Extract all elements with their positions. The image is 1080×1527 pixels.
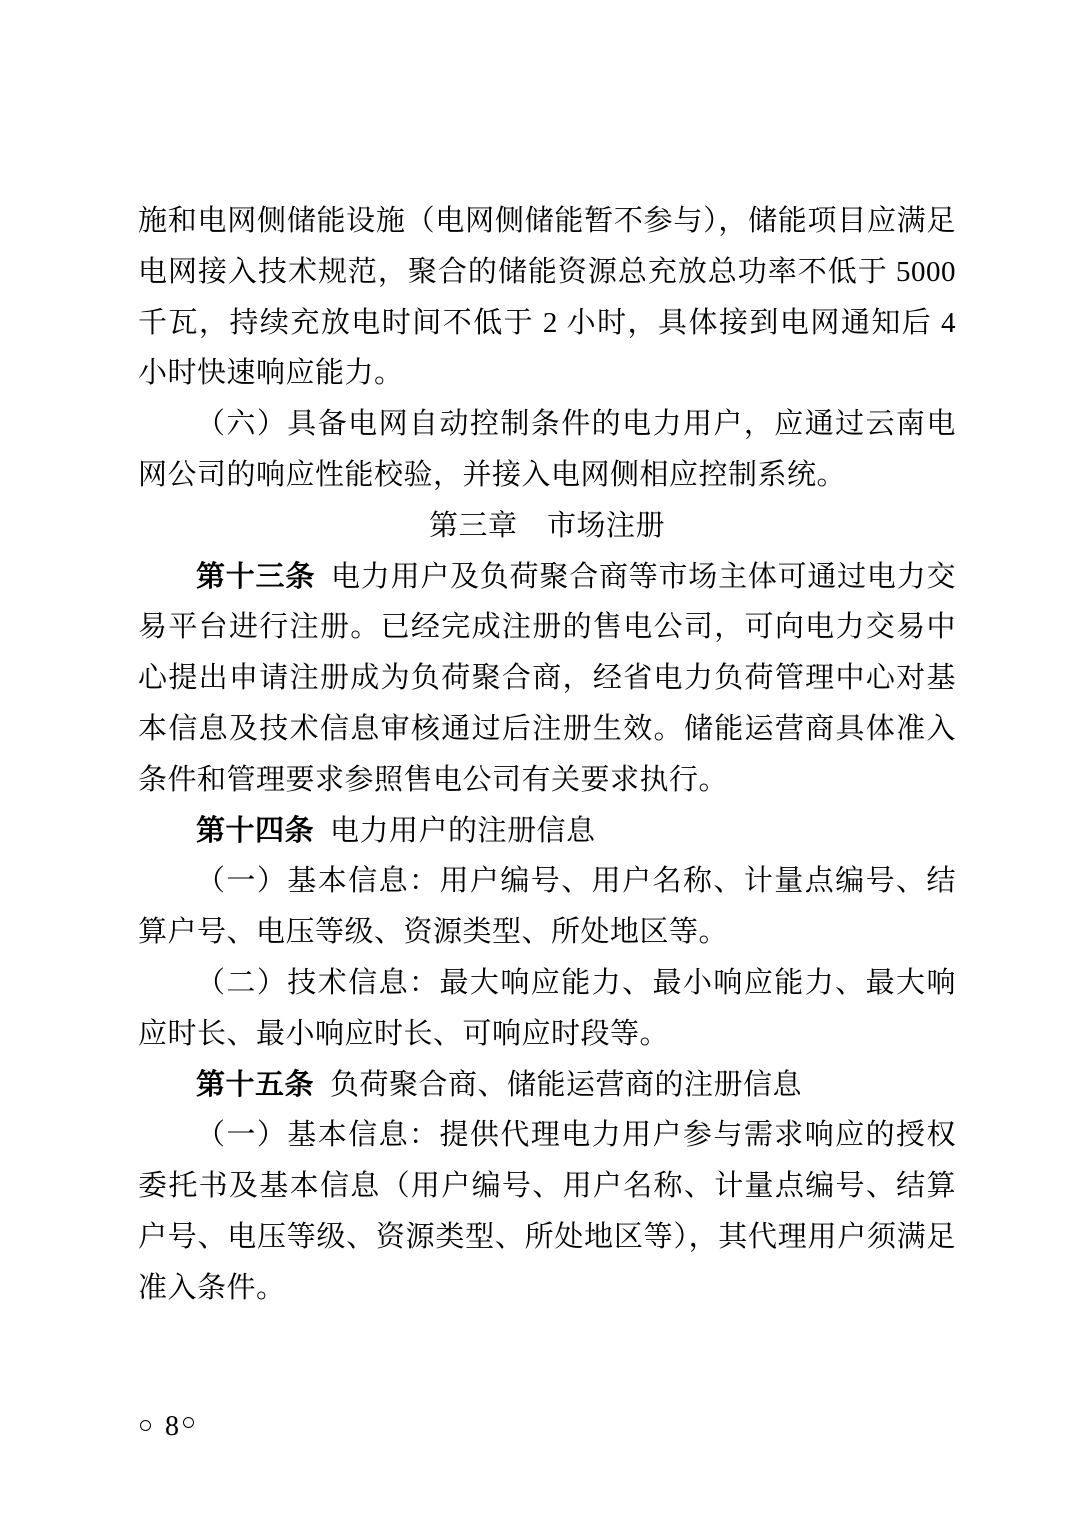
page-number: 8 — [165, 1411, 179, 1442]
article-13-text: 电力用户及负荷聚合商等市场主体可通过电力交易平台进行注册。已经完成注册的售电公司，可向电力交易中心提出申请注册成为负荷聚合商，经省电力负荷管理中心对基本信息及技术信息审核通过后注册生效。储能运营商具体准入条件和管理要求参照售电公司有关要求执行。 — [138, 560, 956, 796]
paragraph-item-six: （六）具备电网自动控制条件的电力用户，应通过云南电网公司的响应性能校验，并接入电网侧相应控制系统。 — [138, 408, 956, 491]
circle-ornament-right-icon — [183, 1417, 194, 1428]
paragraph-article-13 — [138, 552, 956, 806]
paragraph-article-15 — [138, 1060, 956, 1111]
article-14-number: 第十四条 — [196, 814, 315, 847]
circle-ornament-left-icon — [140, 1420, 151, 1431]
article-15-number: 第十五条 — [196, 1068, 315, 1101]
paragraph-article-14-item-one: （一）基本信息：用户编号、用户名称、计量点编号、结算户号、电压等级、资源类型、所处地区等。 — [138, 865, 956, 949]
article-13-number: 第十三条 — [196, 560, 316, 593]
paragraph-article-14 — [138, 806, 956, 857]
paragraph-storage-requirements: 施和电网侧储能设施（电网侧储能暂不参与），储能项目应满足电网接入技术规范，聚合的储能资源总充放总功率不低于 5000 千瓦，持续充放电时间不低于 2 小时，具体接到电网通知后 4 小时快速响应能力。 — [138, 205, 956, 390]
paragraph-article-14-item-two: （二）技术信息：最大响应能力、最小响应能力、最大响应时长、最小响应时长、可响应时段等。 — [138, 966, 956, 1050]
article-14-text: 电力用户的注册信息 — [329, 814, 596, 847]
page-footer — [140, 1410, 194, 1444]
paragraph-article-15-item-one: （一）基本信息：提供代理电力用户参与需求响应的授权委托书及基本信息（用户编号、用户名称、计量点编号、结算户号、电压等级、资源类型、所处地区等），其代理用户须满足准入条件。 — [138, 1119, 956, 1304]
document-body — [138, 196, 956, 1314]
chapter-heading: 第三章 市场注册 — [428, 509, 665, 542]
article-15-text: 负荷聚合商、储能运营商的注册信息 — [329, 1068, 802, 1101]
